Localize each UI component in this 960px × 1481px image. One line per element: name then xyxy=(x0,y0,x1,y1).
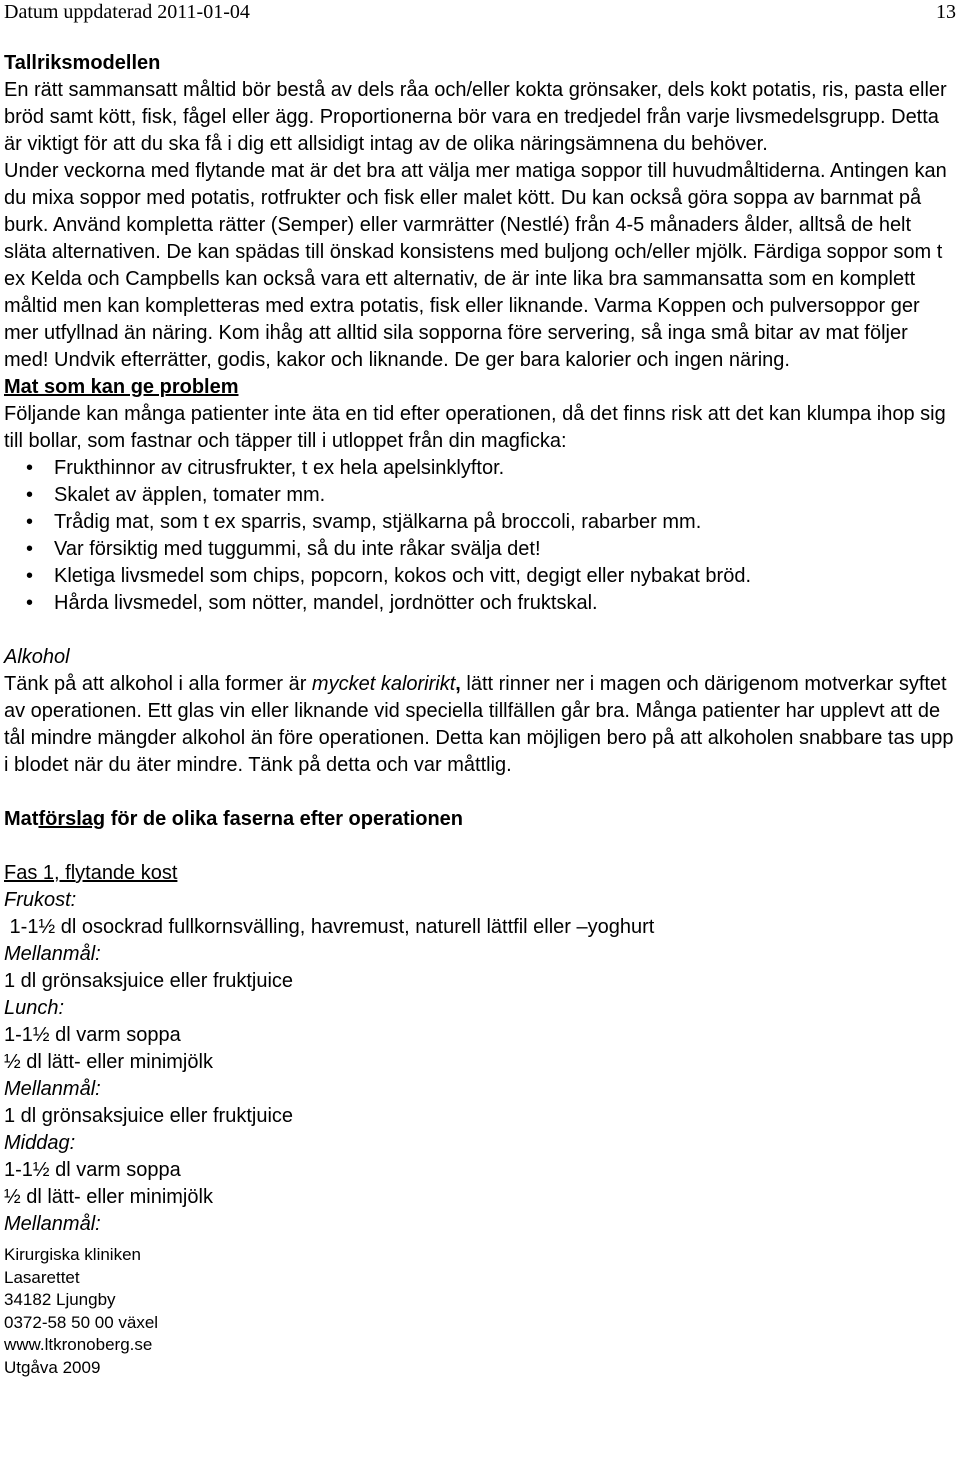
footer-line: Kirurgiska kliniken xyxy=(4,1245,141,1264)
meal-label: Middag: xyxy=(4,1132,76,1154)
bullet-icon: • xyxy=(26,457,34,479)
section-title-problem-foods: Mat som kan ge problem xyxy=(4,376,239,398)
footer-line: 34182 Ljungby xyxy=(4,1290,116,1310)
paragraph-problem-intro: Följande kan många patienter inte äta en tid efter operationen, då det finns risk att det kan klumpa ihop sig till bollar, som fastnar och täpper till i utloppet från din magficka: xyxy=(4,403,946,452)
meal-label: Mellanmål: xyxy=(4,943,101,965)
footer-link[interactable]: www.ltkronoberg.se xyxy=(4,1335,153,1355)
paragraph-alkohol: Tänk på att alkohol i alla former är mycket kaloririkt, lätt rinner ner i magen och därigenom motverkar syftet av operationen. Ett glas vin eller liknande vid speciella tillfällen går bra. Många patienter har upplevt att de tål mindre mängder alkohol än före operationen. Detta kan möjligen bero på att alkoholen snabbare tas upp i blodet när du äter mindre. Tänk på detta och var måttlig. xyxy=(4,673,954,776)
emphasis-kaloririkt: mycket kaloririkt xyxy=(311,673,456,695)
page-number: 13 xyxy=(936,1,956,23)
problem-food-list xyxy=(4,455,956,617)
meal-item: 1-1½ dl osockrad fullkornsvälling, havremust, naturell lättfil eller –yoghurt xyxy=(4,916,655,938)
meal-label: Lunch: xyxy=(4,997,65,1019)
phase-title: Fas 1, flytande kost xyxy=(4,862,178,884)
paragraph-tallriksmodellen: En rätt sammansatt måltid bör bestå av dels råa och/eller kokta grönsaker, dels kokt potatis, ris, pasta eller bröd samt kött, fisk, fågel eller ägg. Proportionerna bör vara en tredjedel från varje livsmedelsgrupp. Detta är viktigt för att du ska få i dig ett allsidigt intag av de olika näringsämnena du behöver. xyxy=(4,79,947,155)
meal-label: Mellanmål: xyxy=(4,1213,101,1235)
meal-item: 1 dl grönsaksjuice eller fruktjuice xyxy=(4,970,294,992)
meal-label: Mellanmål: xyxy=(4,1078,101,1100)
footer-line: 0372-58 50 00 växel xyxy=(4,1312,159,1332)
bullet-icon: • xyxy=(26,484,34,506)
bullet-icon: • xyxy=(26,592,34,614)
meal-item: 1-1½ dl varm soppa xyxy=(4,1024,181,1046)
footer-line: Utgåva 2009 xyxy=(4,1357,101,1377)
meal-item: 1 dl grönsaksjuice eller fruktjuice xyxy=(4,1105,294,1127)
section-title-matforslag: Matförslag för de olika faserna efter operationen xyxy=(4,808,464,830)
meal-item: ½ dl lätt- eller minimjölk xyxy=(4,1051,213,1073)
bullet-icon: • xyxy=(26,538,34,560)
bullet-icon: • xyxy=(26,565,34,587)
paragraph-flytande-mat: Under veckorna med flytande mat är det bra att välja mer matiga soppor till huvudmåltiderna. Antingen kan du mixa soppor med potatis, rotfrukter och fisk eller malet kött. Du kan också göra soppa av barnmat på burk. Använd kompletta rätter (Semper) eller varmrätter (Nestlé) från 4-5 månaders ålder, alltså de helt släta alternativen. De kan spädas till önskad konsistens med buljong och/eller mjölk. Färdiga soppor som t ex Kelda och Campbells kan också vara ett alternativ, de är inte lika bra sammansatta som en komplett måltid men kan kompletteras med extra potatis, fisk eller liknande. Varma Koppen och pulversoppor ger mer utfyllnad än näring. Kom ihåg att alltid sila sopporna före servering, så inga små bitar av mat följer med! Undvik efterrätter, godis, kakor och liknande. De ger bara kalorier och ingen näring. xyxy=(4,160,947,371)
list-item: • Frukthinnor av citrusfrukter, t ex hela apelsinklyftor. xyxy=(4,455,956,482)
meal-label: Frukost: xyxy=(4,889,77,911)
list-item: • Kletiga livsmedel som chips, popcorn, kokos och vitt, degigt eller nybakat bröd. xyxy=(4,563,956,590)
meal-item: ½ dl lätt- eller minimjölk xyxy=(4,1186,213,1208)
list-item: • Skalet av äpplen, tomater mm. xyxy=(4,482,956,509)
section-title-tallriksmodellen: Tallriksmodellen xyxy=(4,52,161,74)
footer-line: Lasarettet xyxy=(4,1267,80,1287)
document-body xyxy=(4,50,956,1380)
footer-address xyxy=(4,1244,956,1380)
section-title-alkohol: Alkohol xyxy=(4,646,70,668)
list-item: • Hårda livsmedel, som nötter, mandel, jordnötter och fruktskal. xyxy=(4,590,956,617)
bullet-icon: • xyxy=(26,511,34,533)
header-date: Datum uppdaterad 2011-01-04 xyxy=(4,1,250,23)
meal-item: 1-1½ dl varm soppa xyxy=(4,1159,181,1181)
list-item: • Trådig mat, som t ex sparris, svamp, stjälkarna på broccoli, rabarber mm. xyxy=(4,509,956,536)
list-item: • Var försiktig med tuggummi, så du inte råkar svälja det! xyxy=(4,536,956,563)
